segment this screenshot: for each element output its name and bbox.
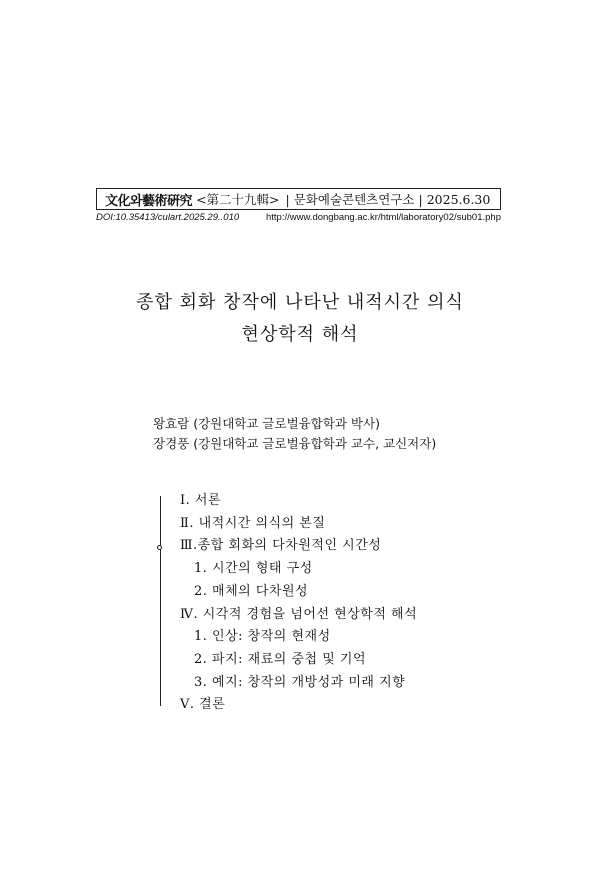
- journal-header: [96, 188, 501, 210]
- publication-date: 2025.6.30: [426, 191, 491, 207]
- toc-item: Ⅳ. 시각적 경험을 넘어선 현상학적 해석: [180, 606, 418, 622]
- publisher: 문화예술콘텐츠연구소: [293, 192, 415, 207]
- journal-url[interactable]: http://www.dongbang.ac.kr/html/laboratory02/sub01.php: [265, 212, 501, 223]
- journal-name: 文化와藝術硏究: [105, 193, 193, 209]
- journal-issue: <第二十九輯>: [196, 192, 280, 207]
- author-2: 장경풍 (강원대학교 글로벌융합학과 교수, 교신저자): [153, 436, 437, 451]
- toc-item: Ⅰ. 서론: [180, 493, 222, 508]
- author-1: 왕효람 (강원대학교 글로벌융합학과 박사): [153, 416, 380, 431]
- toc-item: 2. 파지: 재료의 중첩 및 기억: [194, 651, 367, 667]
- doi: DOI:10.35413/culart.2025.29..010: [96, 212, 240, 223]
- header-separator: |: [285, 191, 290, 207]
- paper-title-line-1: 종합 회화 창작에 나타난 내적시간 의식: [136, 292, 464, 313]
- toc-item: Ⅴ. 결론: [180, 697, 226, 713]
- toc-divider: [160, 496, 161, 706]
- toc-item: Ⅲ.종합 회화의 다차원적인 시간성: [180, 538, 382, 554]
- toc-item: 3. 예지: 창작의 개방성과 미래 지향: [194, 674, 406, 690]
- toc-marker: [157, 545, 162, 550]
- toc-item: 2. 매체의 다차원성: [194, 583, 309, 599]
- toc-item: 1. 인상: 창작의 현재성: [194, 629, 331, 645]
- author-list: [153, 414, 436, 454]
- table-of-contents: [180, 490, 417, 717]
- header-separator: |: [418, 191, 423, 207]
- meta-line: [96, 212, 501, 223]
- toc-item: Ⅱ. 내적시간 의식의 본질: [180, 515, 326, 531]
- paper-title-line-2: 현상학적 해석: [241, 324, 359, 345]
- toc-item: 1. 시간의 형태 구성: [194, 561, 313, 577]
